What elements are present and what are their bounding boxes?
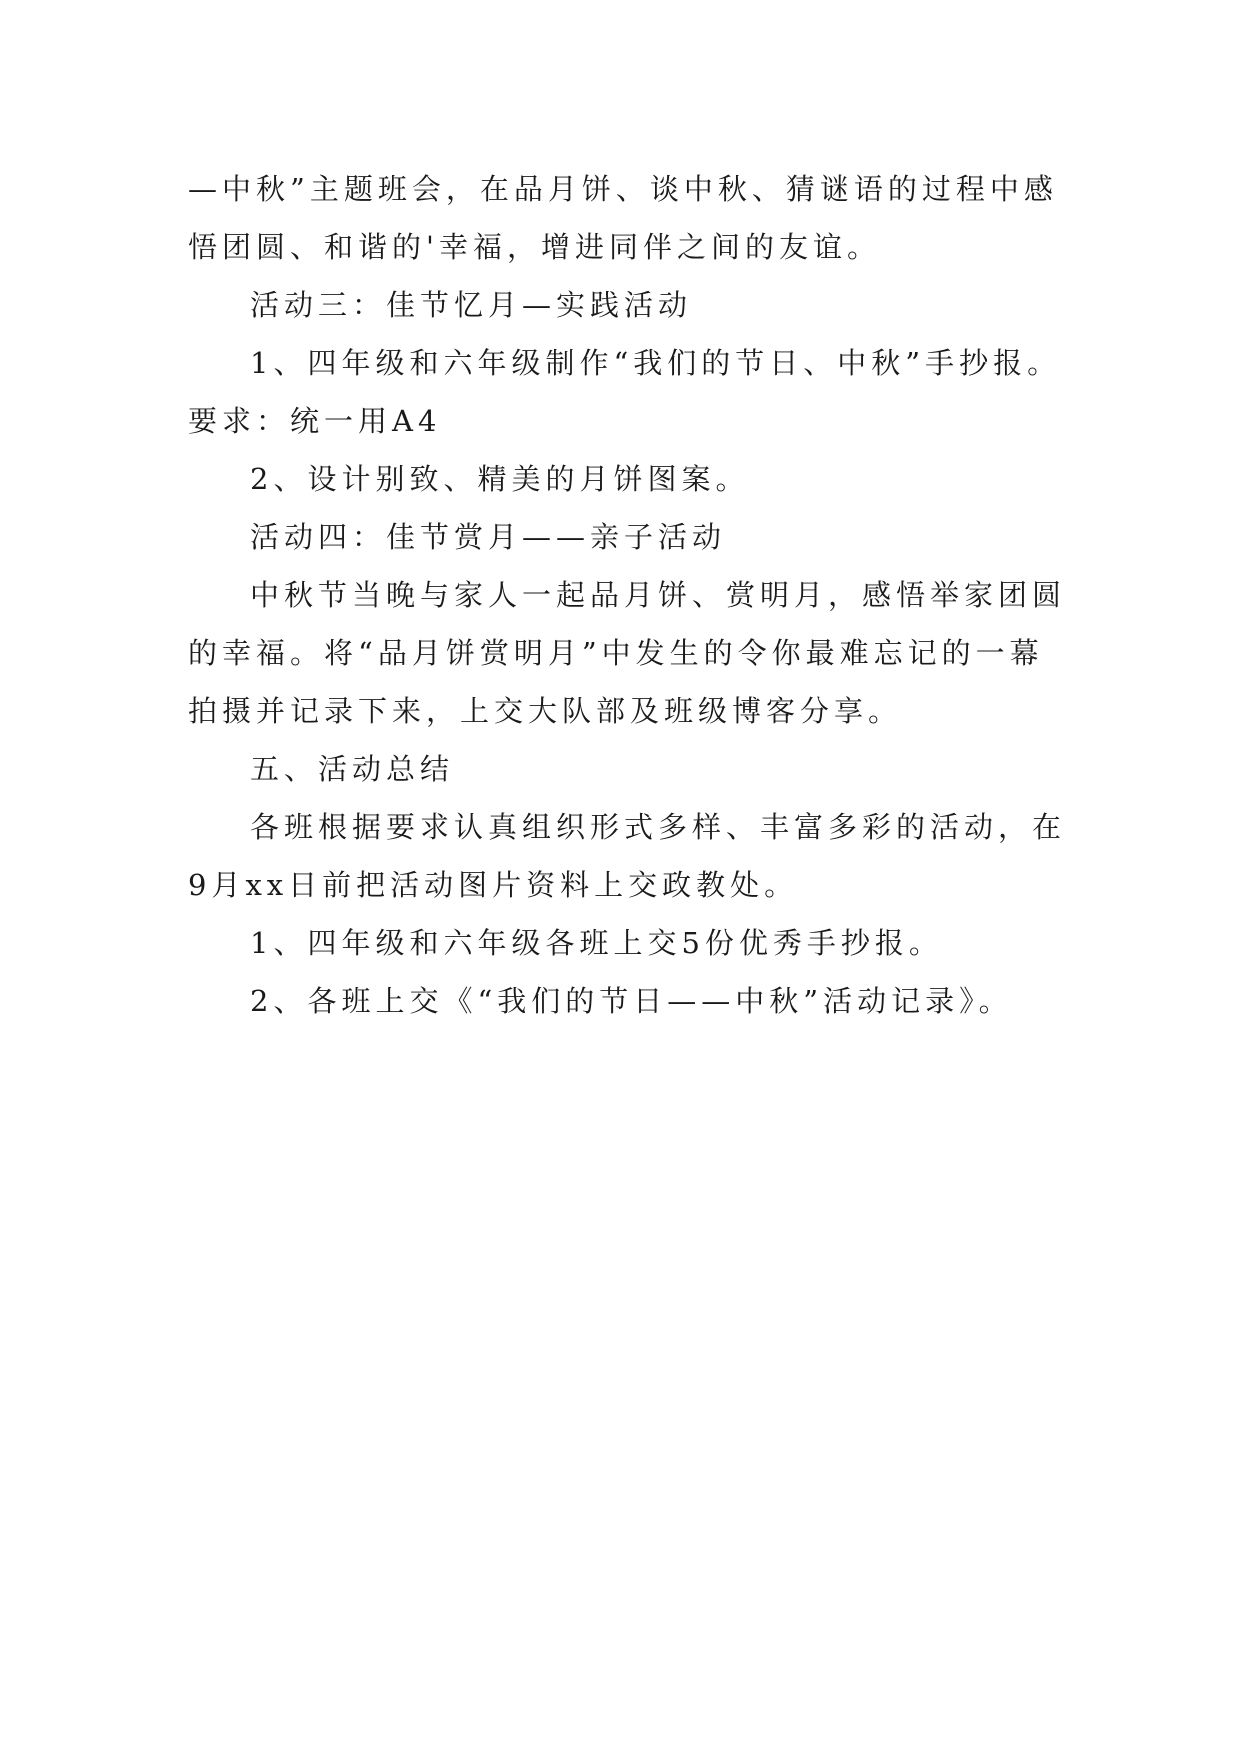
- paragraph-handwritten-newspaper: 1、四年级和六年级制作“我们的节日、中秋”手抄报。要求：统一用A4: [188, 346, 1062, 438]
- heading-activity-summary: 五、活动总结: [250, 752, 455, 786]
- paragraph-summary-requirements: 各班根据要求认真组织形式多样、丰富多彩的活动，在9月xx日前把活动图片资料上交政教处。: [188, 810, 1067, 902]
- list-item-submit-newspapers: 1、四年级和六年级各班上交5份优秀手抄报。: [250, 926, 943, 960]
- paragraph-family-activity: 中秋节当晚与家人一起品月饼、赏明月，感悟举家团圆的幸福。将“品月饼赏明月”中发生的令你最难忘记的一幕拍摄并记录下来，上交大队部及班级博客分享。: [188, 578, 1067, 728]
- document-body: [188, 160, 1068, 1030]
- paragraph-mooncake-design: 2、设计别致、精美的月饼图案。: [250, 462, 750, 496]
- paragraph-theme-meeting: —中秋”主题班会，在品月饼、谈中秋、猜谜语的过程中感悟团圆、和谐的'幸福，增进同伴之间的友谊。: [188, 172, 1058, 264]
- list-item-submit-records: 2、各班上交《“我们的节日——中秋”活动记录》。: [250, 984, 1013, 1018]
- heading-activity-four: 活动四：佳节赏月——亲子活动: [250, 520, 727, 554]
- heading-activity-three: 活动三：佳节忆月—实践活动: [250, 288, 693, 322]
